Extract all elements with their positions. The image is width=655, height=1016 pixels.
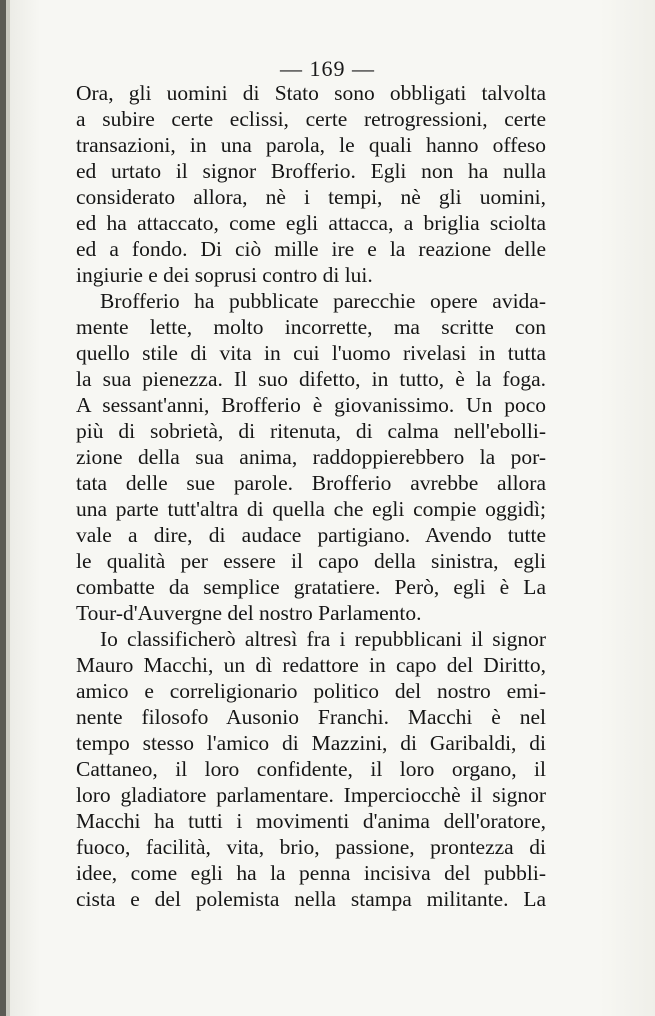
text-line: vale a dire, di audace partigiano. Avendo tutte: [76, 523, 546, 547]
text-line: ed a fondo. Di ciò mille ire e la reazione delle: [76, 237, 546, 261]
text-line: quello stile di vita in cui l'uomo rivelasi in tutta: [76, 341, 546, 365]
text-line: Io classificherò altresì fra i repubblicani il signor: [100, 627, 546, 651]
text-line: Cattaneo, il loro confidente, il loro organo, il: [76, 757, 546, 781]
text-line: fuoco, facilità, vita, brio, passione, prontezza di: [76, 835, 546, 859]
text-line: cista e del polemista nella stampa militante. La: [76, 887, 546, 911]
text-line: loro gladiatore parlamentare. Imperciocchè il signor: [76, 783, 546, 807]
text-line: idee, come egli ha la penna incisiva del pubbli-: [76, 861, 546, 885]
body-text: [76, 80, 546, 912]
text-line: mente lette, molto incorrette, ma scritte con: [76, 315, 546, 339]
text-line: ed ha attaccato, come egli attacca, a briglia sciolta: [76, 211, 546, 235]
text-line: una parte tutt'altra di quella che egli compie oggidì;: [76, 497, 546, 521]
text-line: Brofferio ha pubblicate parecchie opere avida-: [100, 289, 546, 313]
text-line: la sua pienezza. Il suo difetto, in tutto, è la foga.: [76, 367, 546, 391]
text-line: nente filosofo Ausonio Franchi. Macchi è nel: [76, 705, 546, 729]
text-line: tempo stesso l'amico di Mazzini, di Garibaldi, di: [76, 731, 546, 755]
page-number: — 169 —: [280, 56, 375, 81]
text-line: A sessant'anni, Brofferio è giovanissimo. Un poco: [76, 393, 546, 417]
text-line: transazioni, in una parola, le quali hanno offeso: [76, 133, 546, 157]
text-line: tata delle sue parole. Brofferio avrebbe allora: [76, 471, 546, 495]
text-line: considerato allora, nè i tempi, nè gli uomini,: [76, 185, 546, 209]
text-line: Mauro Macchi, un dì redattore in capo del Diritto,: [76, 653, 546, 677]
text-line: zione della sua anima, raddoppierebbero la por-: [76, 445, 546, 469]
text-line: più di sobrietà, di ritenuta, di calma nell'ebolli-: [76, 419, 546, 443]
text-line: a subire certe eclissi, certe retrogressioni, certe: [76, 107, 546, 131]
text-line: Macchi ha tutti i movimenti d'anima dell'oratore,: [76, 809, 546, 833]
text-line: ingiurie e dei soprusi contro di lui.: [76, 263, 373, 287]
text-line: amico e correligionario politico del nostro emi-: [76, 679, 546, 703]
text-line: le qualità per essere il capo della sinistra, egli: [76, 549, 546, 573]
book-gutter: [6, 0, 10, 1016]
text-line: ed urtato il signor Brofferio. Egli non ha nulla: [76, 159, 546, 183]
text-line: Ora, gli uomini di Stato sono obbligati talvolta: [76, 81, 546, 105]
text-line: combatte da semplice gratatiere. Però, egli è La: [76, 575, 546, 599]
text-line: Tour-d'Auvergne del nostro Parlamento.: [76, 601, 422, 625]
